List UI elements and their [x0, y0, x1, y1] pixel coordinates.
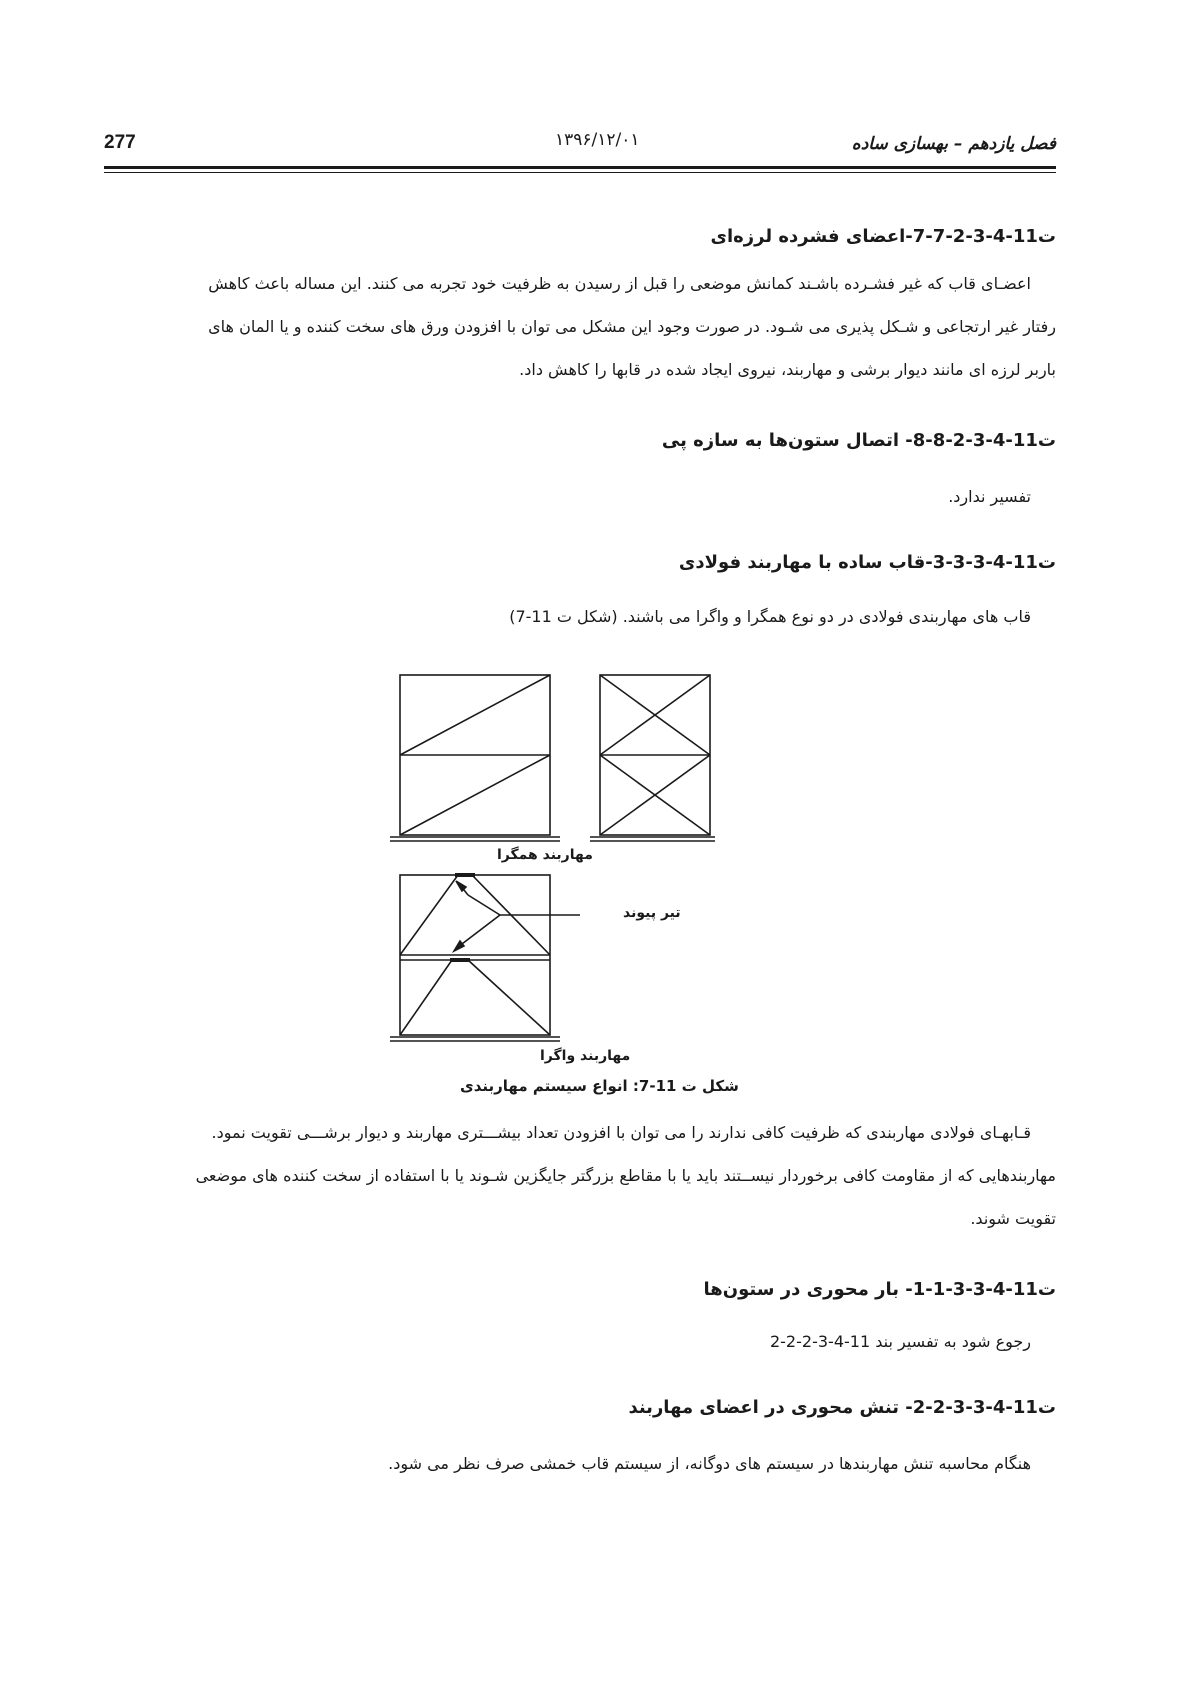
section-heading-steel-braced-frame: ت11-4-3-3-3-قاب ساده با مهاربند فولادی: [678, 552, 1056, 573]
paragraph-line: تفسیر ندارد.: [948, 487, 1031, 506]
paragraph-line: قـابهـای فولادی مهاربندی که ظرفیت کافی ندارند را می توان با افزودن تعداد بیشـــتری مهاربند و دیوار برشـــی تقویت نمود.: [211, 1123, 1031, 1142]
eccentric-brace: [400, 875, 458, 955]
paragraph-line: هنگام محاسبه تنش مهاربندها در سیستم های دوگانه، از سیستم قاب خمشی صرف نظر می شود.: [388, 1454, 1031, 1473]
header-date: ۱۳۹۶/۱۲/۰۱: [555, 130, 640, 150]
eccentric-brace: [400, 960, 452, 1035]
section-heading-column-foundation: ت11-4-3-2-8-8- اتصال ستون‌ها به سازه پی: [661, 430, 1056, 451]
section-heading-axial-stress-braces: ت11-4-3-3-2-2- تنش محوری در اعضای مهاربند: [628, 1397, 1056, 1418]
label-link-beam: تیر پیوند: [623, 905, 681, 921]
paragraph-line: باربر لرزه ای مانند دیوار برشی و مهاربند، نیروی ایجاد شده در قابها را کاهش داد.: [519, 360, 1056, 379]
page-number: 277: [104, 132, 136, 153]
arrow-head: [454, 941, 464, 951]
paragraph-line: تقویت شوند.: [970, 1209, 1056, 1228]
section-heading-axial-load-columns: ت11-4-3-3-1-1- بار محوری در ستون‌ها: [703, 1279, 1056, 1300]
paragraph-line: قاب های مهاربندی فولادی در دو نوع همگرا و واگرا می باشند. (شکل ت 11-7): [509, 607, 1031, 626]
paragraph-line: رفتار غیر ارتجاعی و شـکل پذیری می شـود. در صورت وجود این مشکل می توان با افزودن ورق های سخت کننده و یا المان های: [208, 317, 1056, 336]
pointer-line: [468, 895, 580, 915]
header-rule-thick: [104, 166, 1056, 169]
header-rule-thin: [104, 172, 1056, 173]
eccentric-brace: [468, 960, 550, 1035]
section-heading-compact-members: ت11-4-3-2-7-7-اعضای فشرده لرزه‌ای: [710, 226, 1056, 247]
chapter-title: فصل یازدهم – بهسازی ساده: [851, 134, 1056, 154]
brace-diagonal: [400, 675, 550, 755]
figure-caption: شکل ت 11-7: انواع سیستم مهاربندی: [460, 1077, 739, 1095]
pointer-line: [458, 915, 500, 947]
arrow-head: [456, 881, 466, 891]
label-eccentric-bracing: مهاربند واگرا: [540, 1048, 631, 1064]
paragraph-line: مهاربندهایی که از مقاومت کافی برخوردار نیســتند باید یا با مقاطع بزرگتر جایگزین شـوند یا با استفاده از سخت کننده های موضعی: [195, 1166, 1056, 1185]
paragraph-line: اعضـای قاب که غیر فشـرده باشـند کمانش موضعی را قبل از رسیدن به ظرفیت خود تجربه می کنند. این مساله باعث کاهش: [208, 274, 1031, 293]
label-concentric-bracing: مهاربند همگرا: [497, 847, 593, 863]
brace-diagonal: [400, 755, 550, 835]
paragraph-line: رجوع شود به تفسیر بند 11-4-3-2-2-2: [769, 1332, 1031, 1351]
